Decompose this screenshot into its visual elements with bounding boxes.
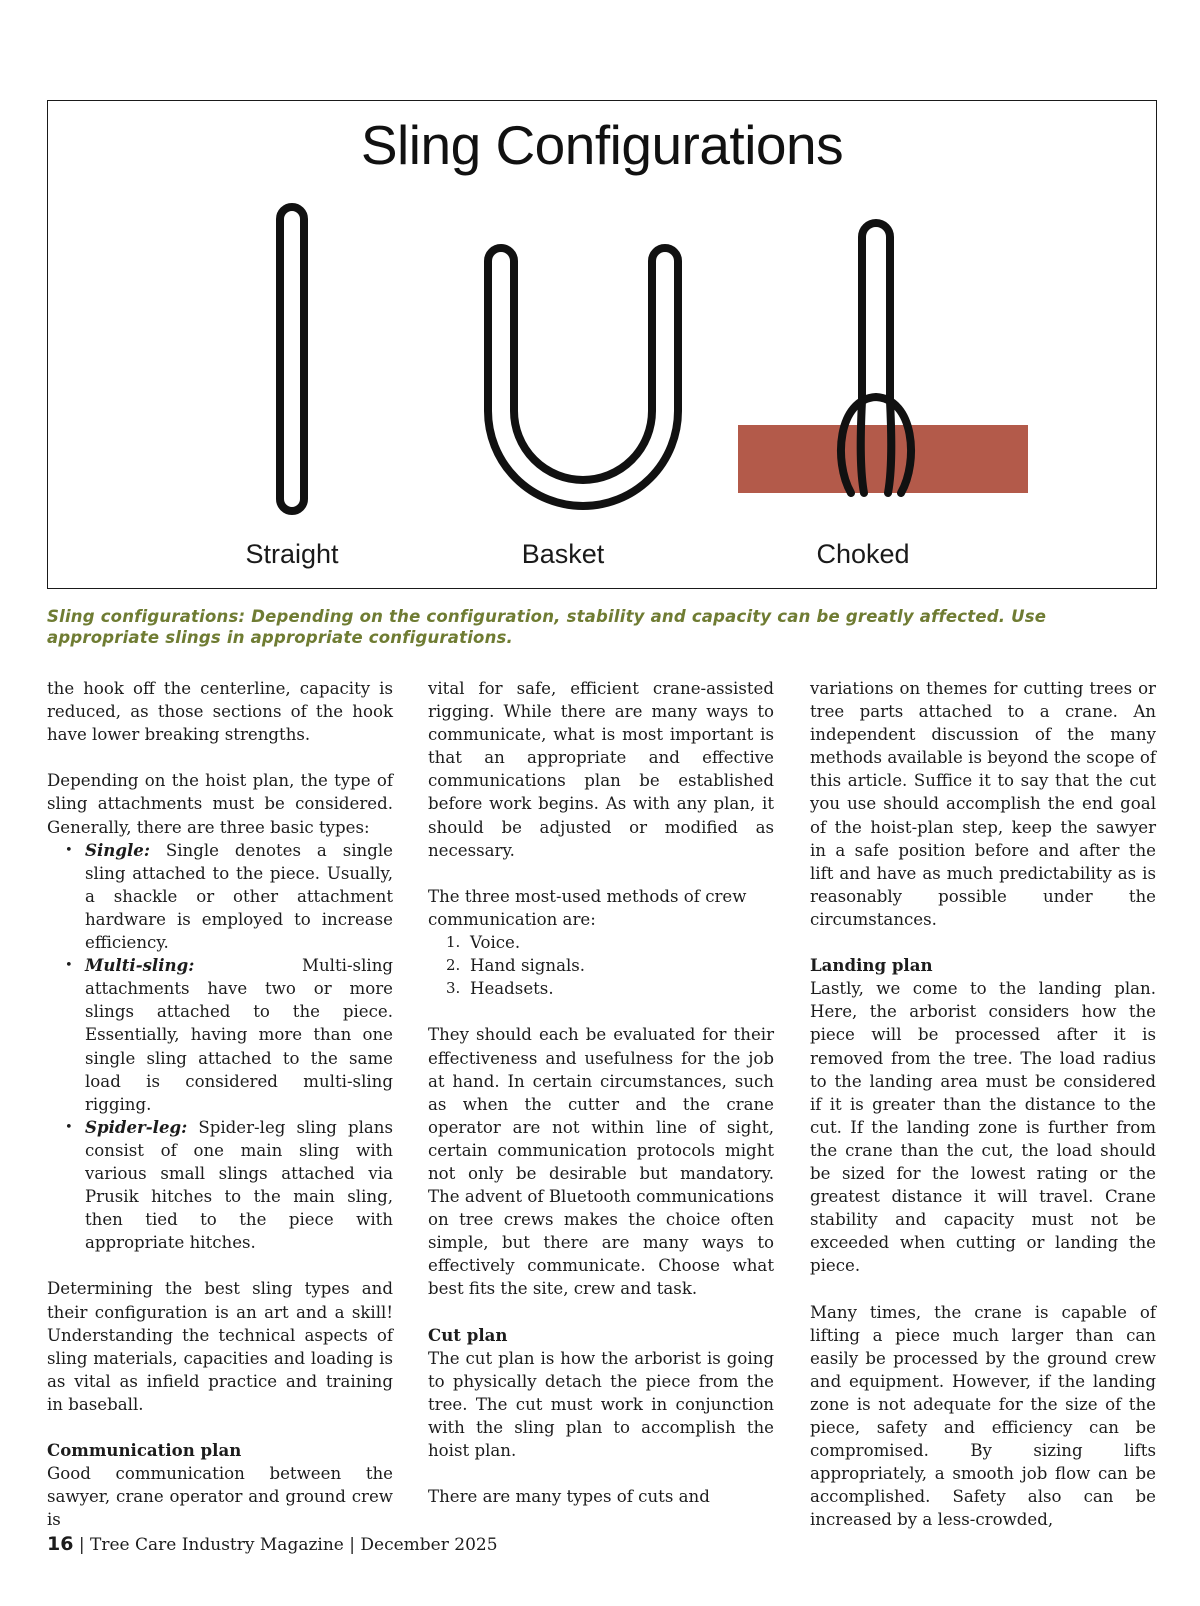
footer-text: | Tree Care Industry Magazine | December 2025 <box>73 1535 498 1555</box>
page-footer <box>47 1533 498 1555</box>
figure-title: Sling Configurations <box>360 114 844 176</box>
list-item-text: Single denotes a single sling attached to the piece. Usually, a shackle or other attachment hardware is employed to increase efficiency. <box>85 840 393 953</box>
paragraph: Determining the best sling types and their configuration is an art and a skill! Understanding the technical aspects of sling materials, capacities and loading is as vital as infield practice and training in baseball. <box>47 1279 393 1414</box>
figure-caption: Sling configurations: Depending on the configuration, stability and capacity can be greatly affected. Use appropriate slings in appropriate configurations. <box>47 607 1047 647</box>
list-item-text: Spider-leg sling plans consist of one main sling with various small slings attached via Prusik hitches to the main sling, then tied to the piece with appropriate hitches. <box>85 1117 393 1253</box>
term: Spider-leg: <box>85 1116 188 1137</box>
choked-load-block <box>738 425 1028 493</box>
paragraph: The cut plan is how the arborist is going to physically detach the piece from the tree. The cut must work in conjunction with the sling plan to accomplish the hoist plan. <box>428 1348 774 1461</box>
paragraph: the hook off the centerline, capacity is reduced, as those sections of the hook have lower breaking strengths. <box>47 679 393 745</box>
sling-diagram <box>48 101 1158 590</box>
straight-sling-shape <box>280 207 304 511</box>
label-straight: Straight <box>245 539 339 569</box>
list-item <box>446 931 774 954</box>
communication-methods-list <box>428 931 774 1000</box>
label-basket: Basket <box>521 539 605 569</box>
term: Single: <box>85 839 150 860</box>
list-item <box>85 954 393 1116</box>
list-item <box>85 1116 393 1255</box>
column-3 <box>810 677 1156 1555</box>
list-item-text: Voice. <box>470 933 521 953</box>
list-item <box>446 954 774 977</box>
list-number: 2. <box>446 956 461 975</box>
paragraph: Lastly, we come to the landing plan. Here, the arborist considers how the piece will be processed after it is removed from the tree. The load radius to the landing area must be considered if it is greater than the distance to the cut. If the landing zone is further from the crane than the cut, the load should be sized for the lowest rating or the greatest distance it will travel. Crane stability and capacity must not be exceeded when cutting or landing the piece. <box>810 979 1156 1276</box>
section-heading: Communication plan <box>47 1440 242 1461</box>
choked-sling-shape <box>862 223 890 399</box>
column-1 <box>47 677 393 1555</box>
paragraph: variations on themes for cutting trees or tree parts attached to a crane. An independent discussion of the many methods available is beyond the scope of this article. Suffice it to say that the cut you use should accomplish the end goal of the hoist-plan step, keep the sawyer in a safe position before and after the lift and have as much predictability as is reasonably possible under the circumstances. <box>810 679 1156 929</box>
paragraph: They should each be evaluated for their effectiveness and usefulness for the job at hand. In certain circumstances, such as when the cutter and the crane operator are not within line of sight, certain communication protocols might not only be desirable but mandatory. The advent of Bluetooth communications on tree crews makes the choice often simple, but there are many ways to effectively communicate. Choose what best fits the site, crew and task. <box>428 1025 774 1299</box>
paragraph: Depending on the hoist plan, the type of sling attachments must be considered. Generally, there are three basic types: <box>47 771 393 837</box>
column-2 <box>428 677 774 1531</box>
page-number: 16 <box>47 1533 74 1555</box>
label-choked: Choked <box>816 539 910 569</box>
basket-sling-shape <box>488 248 678 506</box>
paragraph: The three most-used methods of crew communication are: <box>428 886 747 929</box>
sling-types-list <box>47 839 393 1255</box>
paragraph: There are many types of cuts and <box>428 1487 710 1507</box>
list-number: 1. <box>446 933 461 952</box>
list-item-text: Headsets. <box>470 979 554 999</box>
sling-configurations-figure <box>47 100 1157 589</box>
list-item-text: Hand signals. <box>470 956 586 976</box>
paragraph: Many times, the crane is capable of lifting a piece much larger than can easily be processed by the ground crew and equipment. However, if the landing zone is not adequate for the size of the piece, safety and efficiency can be compromised. By sizing lifts appropriately, a smooth job flow can be accomplished. Safety also can be increased by a less-crowded, <box>810 1302 1156 1530</box>
list-item-text: Multi-sling attachments have two or more slings attached to the piece. Essentially, having more than one single sling attached to the same load is considered multi-sling rigging. <box>85 956 393 1114</box>
paragraph: vital for safe, efficient crane-assisted rigging. While there are many ways to communicate, what is most important is that an appropriate and effective communications plan be established before work begins. As with any plan, it should be adjusted or modified as necessary. <box>428 679 774 860</box>
list-item <box>446 977 774 1000</box>
list-item <box>85 839 393 954</box>
section-heading: Cut plan <box>428 1324 508 1345</box>
section-heading: Landing plan <box>810 955 933 976</box>
paragraph: Good communication between the sawyer, crane operator and ground crew is <box>47 1464 393 1530</box>
term: Multi-sling: <box>85 955 195 976</box>
list-number: 3. <box>446 979 461 998</box>
